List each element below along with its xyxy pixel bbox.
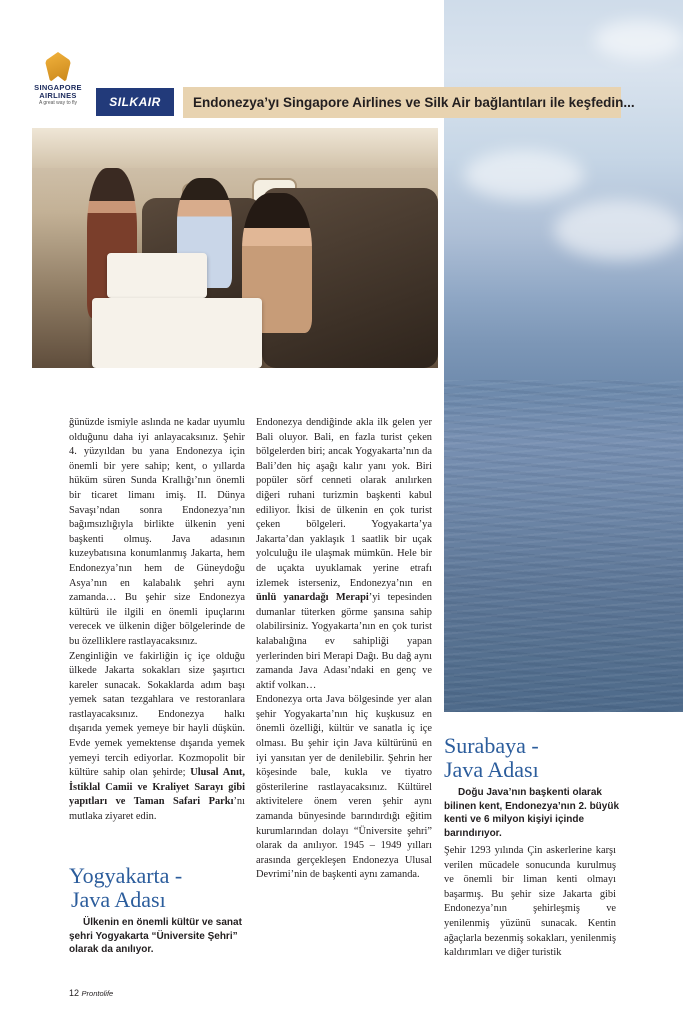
article-column-1 [69, 416, 245, 825]
headline-banner: Endonezya’yı Singapore Airlines ve Silk Air bağlantıları ile keşfedin... [183, 87, 621, 118]
kris-bird-icon [45, 52, 71, 82]
article-column-2 [256, 416, 432, 883]
text-run: ’yi tepesinden dumanlar tüterken görme şansına sahip olabilirsiniz. Yogyakarta’nın en çok turist kalabalığına ev sahipliği yapan yerlerinden biri Merapi Dağı. Bu dağ aynı zamanda Java Adası’ndaki en genç ve aktif volkan… [256, 592, 433, 691]
singapore-airlines-tagline: A great way to fly [38, 100, 78, 106]
cabin-ceiling [32, 128, 438, 168]
paragraph: Endonezya orta Java bölgesinde yer alan şehir Yogyakarta’nın hiç kuşkusuz en önemli özelliği, kültür ve sanatla iç içe olması. Bu şehir için Java kültürünü en iyi yansıtan yer de denilebilir. Şehrin her köşesinde bale, kukla ve tiyatro gösterilerine rastlayacaksınız. Kültürel aktivitelere önem veren şehir aynı zamanda bünyesinde barındırdığı eğitim kurumlarından dolayı “Üniversite şehri” olarak da anılıyor. 1945 – 1949 yılları arasında gerçekleşen Endonezya Ulusal Devrimi’nin de başkenti aynı zamanda. [256, 694, 432, 881]
sea-surface [444, 380, 683, 712]
cloud-shape [554, 200, 683, 260]
dining-table [107, 253, 207, 298]
cabin-photo [32, 128, 438, 368]
silkair-logo: SILKAIR [96, 88, 174, 116]
paragraph [256, 416, 432, 693]
paragraph: ğünüzde ismiyle aslında ne kadar uyumlu olduğunu daha iyi anlayacaksınız. Şehir 4. yüzyıldan bu yana Endonezya için önemli bir yere sahip; kent, o yıllarda hüküm süren Sunda Krallığı’nın önemli bir ticaret limanı imiş. II. Dünya Savaşı’ndan sonra Endonezya’nın bağımsızlığıyla birlikte ülkenin yeni başkenti olmuş. Java adasının kuzeybatısına konumlanmış Jakarta, hem Endonezya’nın hem de Güneydoğu Asya’nın en kalabalık şehri aynı zamanda… Bu şehir size Endonezya kültürü ile ilgili en önemli ipuçlarını verecek ve ülkenin diğer bölgelerinde de bu özelliklere rastlayacaksınız. [69, 417, 245, 647]
paragraph: Şehir 1293 yılında Çin askerlerine karşı verilen mücadele sonucunda kurulmuş ve önemli bir liman kenti olmayı başarmış. Bu şehir size Jakarta gibi Endonezya’nın şehirleşmiş ve yenilenmiş yüzünü sunacak. Kentin ağaçlarla bezenmiş sokakları, yenilenmiş kaldırımları ve diğer turistik [444, 845, 616, 959]
singapore-airlines-wordmark: SINGAPORE AIRLINES [34, 83, 82, 100]
section-title-yogyakarta [69, 864, 249, 912]
cloud-shape [464, 150, 584, 200]
article-column-3 [444, 844, 616, 961]
singapore-airlines-logo [28, 52, 88, 107]
paragraph [69, 650, 245, 825]
dining-table [92, 298, 262, 368]
text-run: ’nı mutlaka ziyaret edin. [69, 796, 245, 823]
title-line: Java Adası [71, 887, 166, 912]
page-footer [69, 988, 113, 998]
section-lead-yogyakarta: Ülkenin en önemli kültür ve sanat şehri Yogyakarta “Üniversite Şehri” olarak da anılıyor. [69, 917, 242, 955]
section-title-surabaya [444, 734, 634, 782]
title-line: Yogyakarta - [69, 863, 183, 888]
title-line: Java Adası [444, 757, 539, 782]
bold-text-run: Ulusal Anıt, İstiklal Camii ve Kraliyet Sarayı gibi yapıtları ve Taman Safari Parkı [69, 767, 245, 808]
text-run: Endonezya dendiğinde akla ilk gelen yer Bali oluyor. Bali, en fazla turist çeken bölgelerden biri; ancak Yogyakarta’nın da Bali’den hiç aşağı kalır yanı yok. Biri popüler sörf cenneti olarak anılırken diğeri ruhani turizmin başkenti kabul ediliyor. İkisi de ülkenin en çok turist çeken bölgeleri. Yogyakarta’ya Jakarta’dan yaklaşık 1 saatlik bir uçak yolculuğu ile ulaşmak mümkün. Hele bir de uçakta uyuklamak yerine etrafı izlemek isterseniz, Endonezya’nın en [256, 417, 432, 589]
bold-text-run: ünlü yanardağı Merapi [256, 592, 369, 604]
title-line: Surabaya - [444, 733, 539, 758]
text-run: Zenginliğin ve fakirliğin iç içe olduğu ülkede Jakarta sokakları size şaşırtıcı kareler sunacak. Sokaklarda adım başı yemek satan tezgahlara ve restoranlara rastlayacaksınız. Endonezya halkı dışarıda yemek yemeye bir hayli düşkün. Evde yemek yemektense dışarıda yemek yemeyi tercih ediyorlar. Kozmopolit bir kültüre sahip olan şehirde; [69, 650, 245, 779]
page-number: 12 [69, 988, 80, 998]
cloud-shape [594, 20, 683, 60]
publication-name: Prontolife [81, 989, 114, 998]
section-lead-surabaya: Doğu Java’nın başkenti olarak bilinen kent, Endonezya’nın 2. büyük kenti ve 6 milyon kişiyi içinde barındırıyor. [444, 787, 620, 839]
